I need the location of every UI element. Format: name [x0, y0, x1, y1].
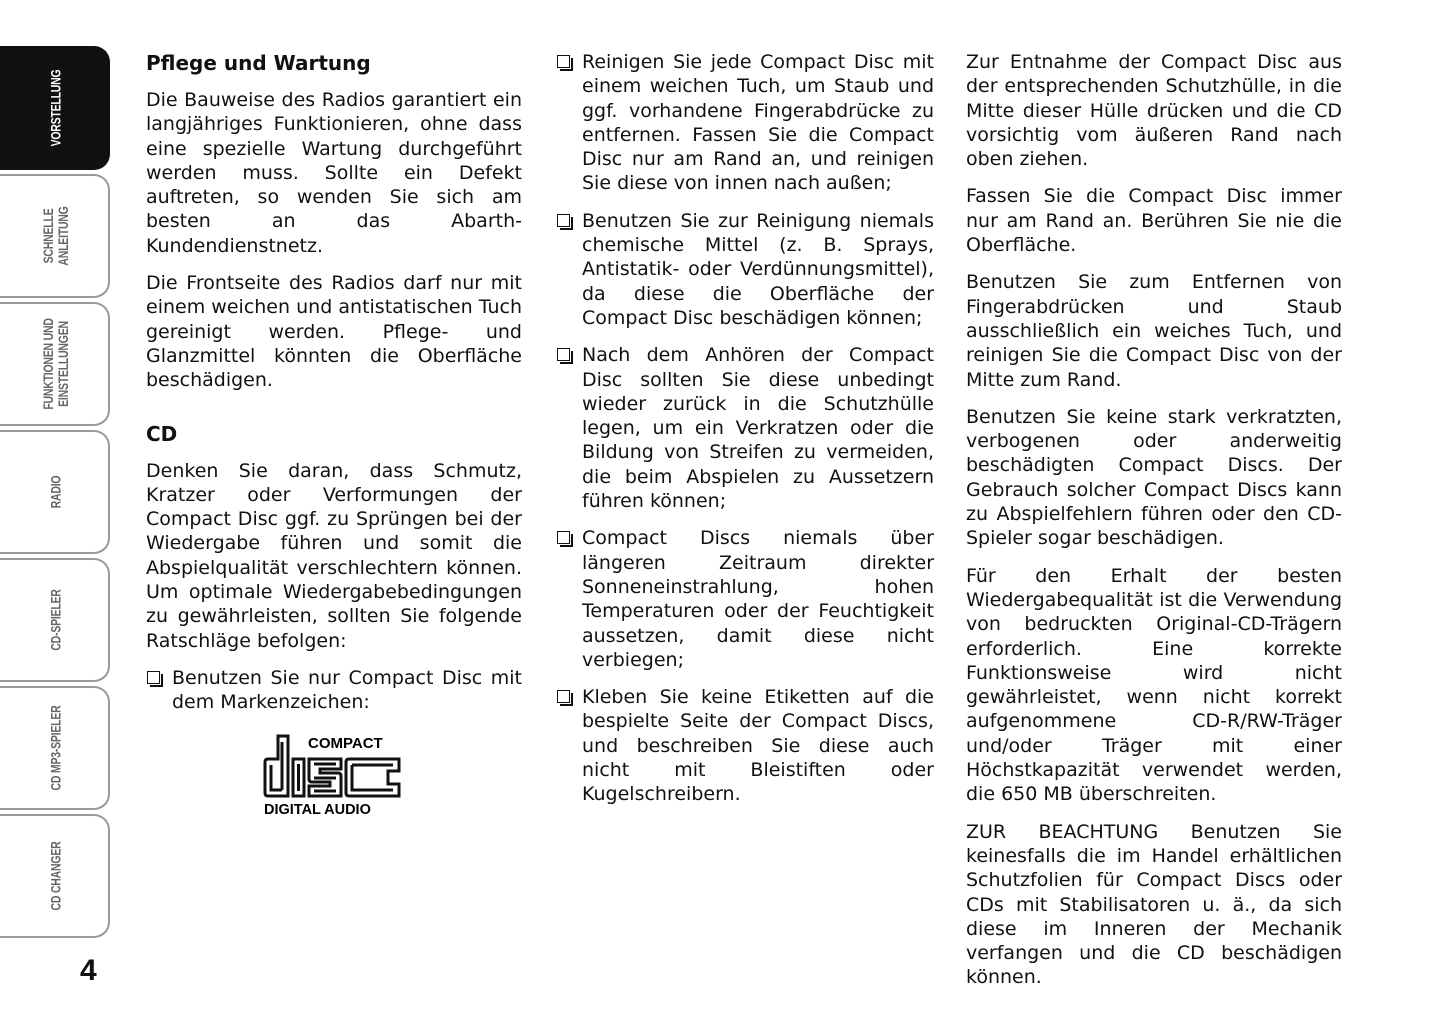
tab-label: CD CHANGER	[47, 841, 64, 911]
list-item	[556, 209, 934, 330]
heading-cd: CD	[146, 421, 178, 446]
list-item-text: Kleben Sie keine Etiketten auf die bespielte Seite der Compact Discs, und beschreiben Sie diese auch nicht mit Bleistiften oder Kugelschreibern.	[582, 686, 934, 806]
paragraph: Die Frontseite des Radios darf nur mit einem weichen und antistatischen Tuch gereinigt werden. Pflege- und Glanzmittel könnten die Oberfläche beschädigen.	[146, 272, 522, 392]
page-number: 4	[80, 954, 97, 987]
heading-pflege-und-wartung: Pflege und Wartung	[146, 51, 371, 75]
list-item-text: Benutzen Sie nur Compact Disc mit dem Markenzeichen:	[172, 666, 522, 714]
checkbox-bullet-icon	[557, 55, 570, 68]
paragraph: Benutzen Sie keine stark verkratzten, verbogenen oder anderweitig beschädigten Compact Discs. Der Gebrauch solcher Compact Discs kann zu Abspielfehlern führen oder den CD-Spieler sogar beschädigen.	[966, 405, 1342, 550]
tab-label: CD MP3-SPIELER	[47, 705, 64, 791]
compact-disc-logo	[262, 734, 404, 818]
tab-vorstellung[interactable]	[0, 46, 110, 170]
list-item	[556, 526, 934, 672]
tab-label: CD-SPIELER	[47, 589, 64, 651]
paragraph: Fassen Sie die Compact Disc immer nur am Rand an. Berühren Sie nie die Oberfläche.	[966, 185, 1342, 257]
column-1	[146, 50, 522, 728]
tab-label: FUNKTIONEN UND EINSTELLUNGEN	[40, 318, 71, 410]
logo-compact-text: COMPACT	[308, 735, 383, 752]
paragraph: Denken Sie daran, dass Schmutz, Kratzer oder Verformungen der Compact Disc ggf. zu Sprüngen bei der Wiedergabe führen und somit die Abspielqualität verschlechtern können. Um optimale Wiedergabebedingungen zu gewährleisten, sollten Sie folgende Ratschläge befolgen:	[146, 459, 522, 652]
list-item-text: Reinigen Sie jede Compact Disc mit einem weichen Tuch, um Staub und ggf. vorhandene Fingerabdrücke zu entfernen. Fassen Sie die Compact Disc nur am Rand an, und reinigen Sie diese von innen nach außen;	[582, 51, 934, 195]
list-item	[146, 666, 522, 715]
paragraph: Benutzen Sie zum Entfernen von Fingerabdrücken und Staub ausschließlich ein weiches Tuch, und reinigen Sie die Compact Disc von der Mitte zum Rand.	[966, 271, 1342, 391]
tab-schnelle-anleitung[interactable]	[0, 174, 110, 298]
logo-digital-audio-text: DIGITAL AUDIO	[264, 802, 371, 818]
column-2	[556, 50, 934, 820]
paragraph: Zur Entnahme der Compact Disc aus der entsprechenden Schutzhülle, in die Mitte dieser Hülle drücken und die CD vorsichtig vom äußeren Rand nach oben ziehen.	[966, 51, 1342, 171]
tab-funktionen-und-einstellungen[interactable]	[0, 302, 110, 426]
checkbox-bullet-icon	[557, 531, 570, 544]
tab-cd-spieler[interactable]	[0, 558, 110, 682]
tab-cd-mp3-spieler[interactable]	[0, 686, 110, 810]
paragraph-note: ZUR BEACHTUNG Benutzen Sie keinesfalls die im Handel erhältlichen Schutzfolien für Compact Discs oder CDs mit Stabilisatoren u. ä., da sich diese im Inneren der Mechanik verfangen und die CD beschädigen können.	[966, 820, 1342, 989]
tab-label: RADIO	[47, 475, 64, 509]
checkbox-bullet-icon	[557, 690, 570, 703]
list-item	[556, 685, 934, 806]
list-item-text: Compact Discs niemals über längeren Zeitraum direkter Sonneneinstrahlung, hohen Temperaturen oder der Feuchtigkeit aussetzen, damit diese nicht verbiegen;	[582, 527, 934, 671]
checkbox-bullet-icon	[557, 214, 570, 227]
tab-radio[interactable]	[0, 430, 110, 554]
list-item	[556, 50, 934, 196]
paragraph: Für den Erhalt der besten Wiedergabequalität ist die Verwendung von bedruckten Original-CD-Trägern erforderlich. Eine korrekte Funktionsweise wird nicht gewährleistet, wenn nicht korrekt aufgenommene CD-R/RW-Träger und/oder Träger mit einer Höchstkapazität verwendet werden, die 650 MB überschreiten.	[966, 564, 1342, 806]
tab-label: SCHNELLE ANLEITUNG	[40, 206, 71, 266]
checkbox-bullet-icon	[557, 348, 570, 361]
tab-cd-changer[interactable]	[0, 814, 110, 938]
list-item-text: Benutzen Sie zur Reinigung niemals chemische Mittel (z. B. Sprays, Antistatik- oder Verdünnungsmittel), da diese die Oberfläche der Compact Disc beschädigen können;	[582, 209, 934, 329]
paragraph: Die Bauweise des Radios garantiert ein langjähriges Funktionieren, ohne dass eine spezielle Wartung durchgeführt werden muss. Sollte ein Defekt auftreten, so wenden Sie sich am besten an das Abarth-Kundendienstnetz.	[146, 89, 522, 257]
list-item	[556, 343, 934, 513]
tab-label: VORSTELLUNG	[47, 69, 64, 147]
list-item-text: Nach dem Anhören der Compact Disc sollten Sie diese unbedingt wieder zurück in die Schutzhülle legen, um ein Verkratzen oder die Bildung von Streifen zu vermeiden, die beim Abspielen zu Aussetzern führen können;	[582, 344, 934, 513]
column-3	[966, 50, 1342, 1003]
checkbox-bullet-icon	[147, 671, 160, 684]
